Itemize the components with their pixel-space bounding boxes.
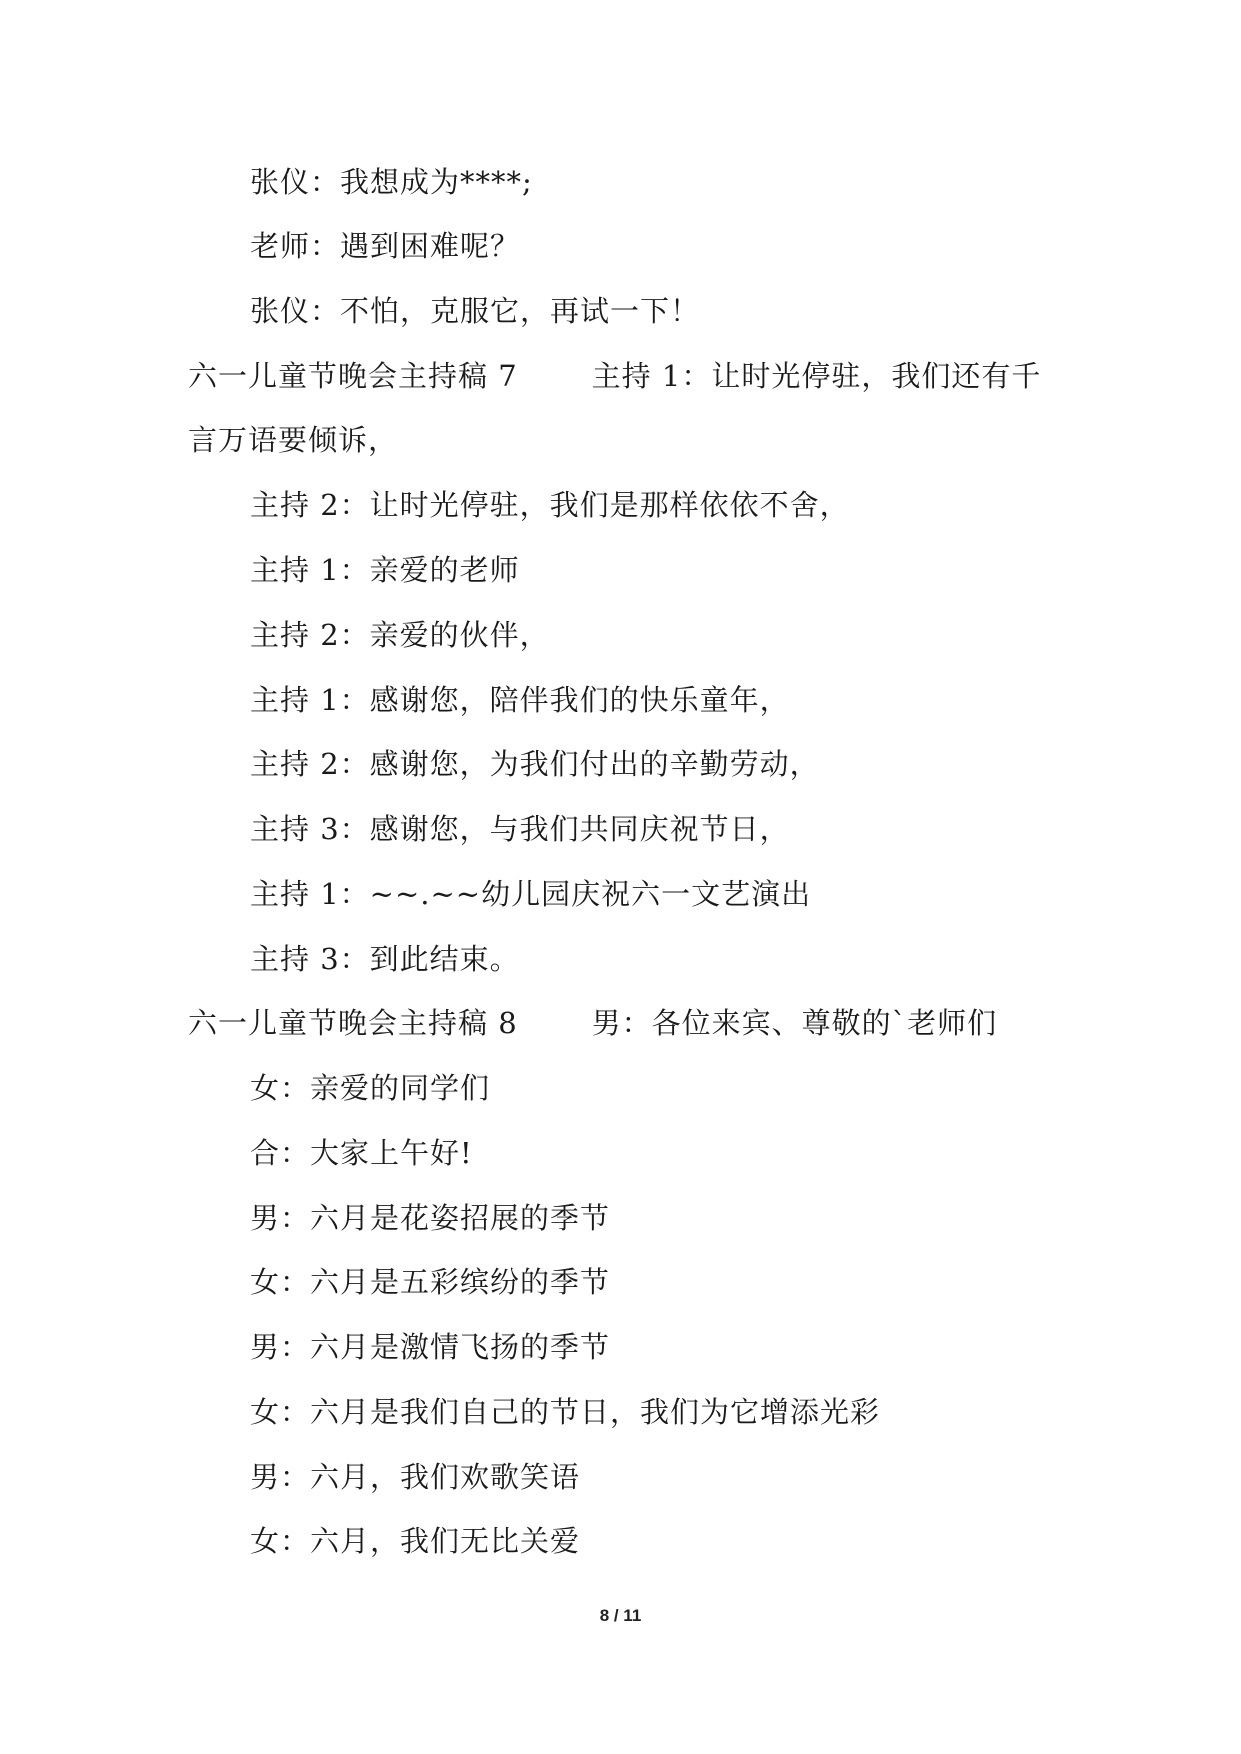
dialogue-line: 女：六月是五彩缤纷的季节: [250, 1265, 611, 1299]
dialogue-line: 主持 2：让时光停驻，我们是那样依依不舍，: [250, 488, 850, 522]
dialogue-line: 主持 1：~~.~~幼儿园庆祝六一文艺演出: [250, 877, 812, 911]
dialogue-text: 男：各位来宾、尊敬的`老师们: [591, 1006, 998, 1040]
section-heading-line: [188, 356, 1041, 396]
dialogue-line: 合：大家上午好!: [250, 1136, 473, 1170]
dialogue-line: 主持 2：感谢您，为我们付出的辛勤劳动，: [250, 747, 820, 781]
dialogue-line: 女：六月，我们无比关爱: [250, 1524, 581, 1558]
dialogue-line: 主持 2：亲爱的伙伴，: [250, 618, 550, 652]
section-title: 六一儿童节晚会主持稿 7: [188, 359, 518, 393]
dialogue-line: 张仪：不怕，克服它，再试一下！: [250, 294, 701, 328]
dialogue-text: 主持 1：让时光停驻，我们还有千: [591, 359, 1042, 393]
section-title: 六一儿童节晚会主持稿 8: [188, 1006, 518, 1040]
dialogue-line: 男：六月是花姿招展的季节: [250, 1201, 611, 1235]
dialogue-line: 张仪：我想成为****;: [250, 165, 533, 199]
dialogue-line: 主持 3：到此结束。: [250, 942, 520, 976]
dialogue-line: 主持 3：感谢您，与我们共同庆祝节日，: [250, 812, 790, 846]
section-heading-line: [188, 1003, 997, 1043]
dialogue-line: 主持 1：亲爱的老师: [250, 553, 520, 587]
dialogue-line: 老师：遇到困难呢？: [250, 229, 521, 263]
dialogue-line: 男：六月，我们欢歌笑语: [250, 1460, 581, 1494]
dialogue-line: 女：亲爱的同学们: [250, 1071, 491, 1105]
dialogue-line: 主持 1：感谢您，陪伴我们的快乐童年，: [250, 683, 790, 717]
dialogue-line: 女：六月是我们自己的节日，我们为它增添光彩: [250, 1395, 881, 1429]
page-number: 8 / 11: [599, 1606, 642, 1625]
dialogue-line-continued: 言万语要倾诉，: [188, 423, 399, 457]
dialogue-line: 男：六月是激情飞扬的季节: [250, 1330, 611, 1364]
